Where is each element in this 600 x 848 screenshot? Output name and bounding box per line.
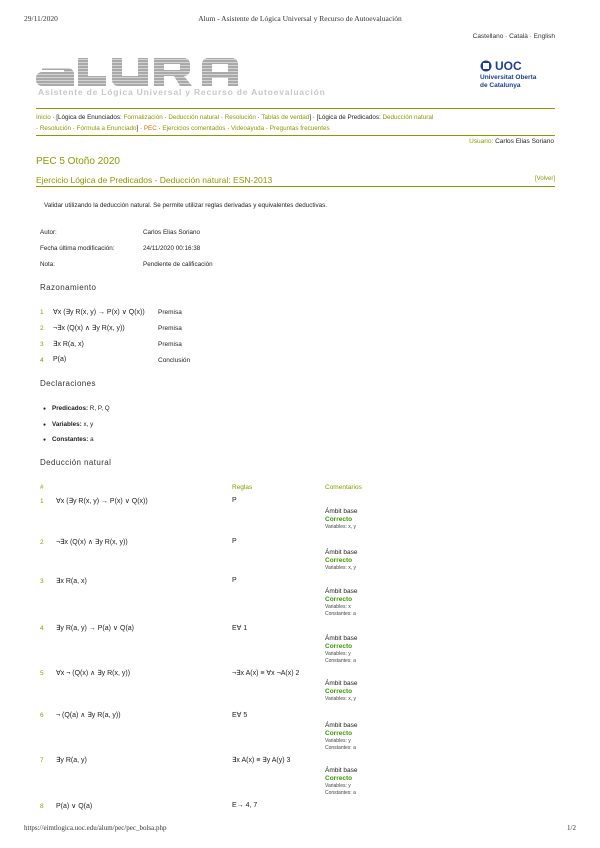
step-status-badge: Correcto bbox=[325, 775, 353, 782]
step-ambit: Ámbit base bbox=[325, 588, 358, 595]
declaracion-value: R, P, Q bbox=[89, 405, 110, 412]
nav-separator: ] · bbox=[136, 125, 144, 132]
razonamiento-formula: ¬∃x (Q(x) ∧ ∃y R(x, y)) bbox=[53, 325, 125, 332]
user-label: Usuario: bbox=[469, 138, 494, 145]
razonamiento-formula: P(a) bbox=[53, 356, 67, 363]
nav-link[interactable]: Inicio bbox=[36, 114, 51, 121]
declaraciones-heading: Declaraciones bbox=[40, 379, 96, 388]
nav-link[interactable]: Preguntas frecuentes bbox=[269, 125, 330, 132]
declaracion-item bbox=[52, 405, 110, 412]
step-formula: ¬ (Q(a) ∧ ∃y R(a, y)) bbox=[56, 712, 121, 719]
nav-link[interactable]: Fórmula a Enunciado bbox=[76, 125, 137, 132]
nav-link[interactable]: Videoayuda bbox=[231, 125, 265, 132]
razonamiento-number: 3 bbox=[40, 341, 44, 348]
step-note: Variables: x, y bbox=[325, 565, 357, 571]
step-number: 1 bbox=[40, 498, 44, 505]
deduccion-heading: Deducción natural bbox=[40, 458, 112, 467]
step-number: 6 bbox=[40, 712, 44, 719]
razonamiento-role: Premisa bbox=[158, 309, 182, 316]
step-number: 7 bbox=[40, 757, 44, 764]
step-note: Variables: x, y bbox=[325, 524, 357, 530]
step-number: 8 bbox=[40, 803, 44, 810]
step-number: 4 bbox=[40, 625, 44, 632]
nav-link[interactable]: Deducción natural bbox=[168, 114, 220, 121]
logo-subtitle: Asistente de Lógica Universal y Recurso de Autoevaluación bbox=[38, 87, 326, 97]
nav-separator: · bbox=[255, 114, 262, 121]
uoc-logo[interactable] bbox=[480, 60, 560, 96]
step-status-badge: Correcto bbox=[325, 557, 353, 564]
nav-link[interactable]: PEC bbox=[143, 125, 157, 132]
declaracion-label: Constantes: bbox=[52, 436, 89, 443]
nav-separator: · bbox=[162, 114, 169, 121]
user-info bbox=[469, 138, 554, 145]
nav-separator: · bbox=[225, 125, 232, 132]
main-nav-line2 bbox=[36, 123, 556, 134]
nav-separator: ] · [Lógica de Predicados: bbox=[309, 114, 383, 121]
meta-label: Nota: bbox=[40, 261, 56, 268]
step-note: Variables: y bbox=[325, 783, 351, 789]
razonamiento-formula: ∃x R(a, x) bbox=[53, 341, 84, 348]
step-rule: P bbox=[232, 577, 237, 584]
nav-separator: · bbox=[156, 125, 163, 132]
main-nav-line1 bbox=[36, 112, 556, 123]
print-title: Alum - Asistente de Lógica Universal y Recurso de Autoevaluación bbox=[198, 14, 402, 23]
uoc-line1: Universitat Oberta bbox=[480, 74, 537, 81]
declaracion-item bbox=[52, 421, 93, 428]
razonamiento-role: Premisa bbox=[158, 325, 182, 332]
nav-top-divider bbox=[36, 108, 555, 109]
uoc-name: UOC bbox=[495, 59, 522, 73]
nav-link[interactable]: Resolución bbox=[39, 125, 72, 132]
step-note: Variables: x bbox=[325, 604, 351, 610]
meta-label: Fecha última modificación: bbox=[40, 245, 115, 252]
razonamiento-formula: ∀x (∃y R(x, y) → P(x) ∨ Q(x)) bbox=[53, 309, 145, 316]
volver-link[interactable]: [Volver] bbox=[534, 176, 555, 182]
step-rule: E∀ 5 bbox=[232, 712, 248, 719]
razonamiento-number: 2 bbox=[40, 325, 44, 332]
step-number: 3 bbox=[40, 578, 44, 585]
step-ambit: Ámbit base bbox=[325, 722, 358, 729]
step-status-badge: Correcto bbox=[325, 596, 353, 603]
footer-url: https://eimtlogica.uoc.edu/alum/pec/pec_bolsa.php bbox=[24, 824, 167, 832]
declaracion-label: Predicados: bbox=[52, 405, 89, 412]
step-rule: P bbox=[232, 538, 237, 545]
uoc-line2: de Catalunya bbox=[480, 82, 521, 89]
language-switcher[interactable]: Castellano · Català · English bbox=[472, 33, 555, 40]
nav-separator: · bbox=[264, 125, 270, 132]
nav-separator: · bbox=[219, 114, 225, 121]
declaracion-label: Variables: bbox=[52, 421, 82, 428]
step-note: Constantes: a bbox=[325, 790, 356, 796]
nav-separator: · bbox=[36, 125, 40, 132]
title-divider bbox=[36, 186, 555, 187]
step-status-badge: Correcto bbox=[325, 730, 353, 737]
step-formula: ∃y R(a, y) → P(a) ∨ Q(a) bbox=[56, 625, 134, 632]
nav-link[interactable]: Formalización bbox=[123, 114, 163, 121]
step-formula: ∃x R(a, x) bbox=[56, 578, 87, 585]
nav-link[interactable]: Ejercicios comentados bbox=[162, 125, 226, 132]
step-note: Variables: x, y bbox=[325, 696, 357, 702]
step-ambit: Ámbit base bbox=[325, 680, 358, 687]
meta-value: Carlos Elias Soriano bbox=[143, 229, 201, 236]
meta-value: 24/11/2020 00:16:38 bbox=[143, 245, 201, 252]
instruction-text: Validar utilizando la deducción natural. Se permite utilizar reglas derivadas y equivalentes deductivas. bbox=[44, 202, 328, 209]
step-note: Constantes: a bbox=[325, 611, 356, 617]
declaracion-value: x, y bbox=[83, 421, 94, 428]
step-formula: P(a) ∨ Q(a) bbox=[56, 803, 93, 810]
step-ambit: Ámbit base bbox=[325, 767, 358, 774]
step-note: Constantes: a bbox=[325, 745, 356, 751]
meta-label: Autor: bbox=[40, 229, 57, 236]
meta-value: Pendiente de calificación bbox=[143, 261, 213, 268]
step-rule: E∀ 1 bbox=[232, 625, 248, 632]
step-rule: P bbox=[232, 497, 237, 504]
razonamiento-role: Premisa bbox=[158, 341, 182, 348]
step-note: Constantes: a bbox=[325, 658, 356, 664]
uoc-mark-icon bbox=[480, 60, 492, 72]
nav-link[interactable]: Tablas de verdad bbox=[261, 114, 310, 121]
print-date: 29/11/2020 bbox=[24, 14, 58, 23]
footer-page: 1/2 bbox=[567, 824, 576, 832]
step-formula: ∃y R(a, y) bbox=[56, 757, 87, 764]
step-formula: ∀x ¬ (Q(x) ∧ ∃y R(x, y)) bbox=[56, 670, 131, 677]
razonamiento-number: 4 bbox=[40, 357, 44, 364]
exercise-title: Ejercicio Lógica de Predicados - Deducción natural: ESN-2013 bbox=[36, 175, 273, 185]
step-note: Variables: y bbox=[325, 738, 351, 744]
step-ambit: Ámbit base bbox=[325, 549, 358, 556]
razonamiento-role: Conclusión bbox=[158, 357, 191, 364]
step-ambit: Ámbit base bbox=[325, 508, 358, 515]
step-ambit: Ámbit base bbox=[325, 635, 358, 642]
step-formula: ¬∃x (Q(x) ∧ ∃y R(x, y)) bbox=[56, 539, 128, 546]
step-note: Variables: y bbox=[325, 651, 351, 657]
nav-link[interactable]: Deducción natural bbox=[382, 114, 434, 121]
step-formula: ∀x (∃y R(x, y) → P(x) ∨ Q(x)) bbox=[56, 498, 148, 505]
nav-link[interactable]: Resolución bbox=[224, 114, 256, 121]
col-header-rules: Reglas bbox=[232, 484, 253, 491]
razonamiento-heading: Razonamiento bbox=[40, 283, 97, 292]
step-status-badge: Correcto bbox=[325, 688, 353, 695]
col-header-comments: Comentarios bbox=[325, 484, 362, 491]
step-rule: ¬∃x A(x) ≡ ∀x ¬A(x) 2 bbox=[232, 670, 300, 677]
col-header-num: # bbox=[40, 484, 44, 491]
step-status-badge: Correcto bbox=[325, 516, 353, 523]
nav-separator: · bbox=[71, 125, 77, 132]
step-number: 2 bbox=[40, 539, 44, 546]
declaracion-value: a bbox=[90, 436, 94, 443]
declaracion-item bbox=[52, 436, 94, 443]
nav-separator: · [Lógica de Enunciados: bbox=[50, 114, 124, 121]
user-name: Carlos Elias Soriano bbox=[495, 138, 554, 145]
step-rule: E→ 4, 7 bbox=[232, 802, 258, 809]
pec-title: PEC 5 Otoño 2020 bbox=[36, 156, 120, 167]
razonamiento-number: 1 bbox=[40, 309, 44, 316]
step-number: 5 bbox=[40, 670, 44, 677]
nav-bottom-divider bbox=[36, 135, 555, 136]
step-rule: ∃x A(x) ≡ ∃y A(y) 3 bbox=[232, 757, 291, 764]
step-status-badge: Correcto bbox=[325, 643, 353, 650]
main-nav bbox=[36, 112, 556, 134]
